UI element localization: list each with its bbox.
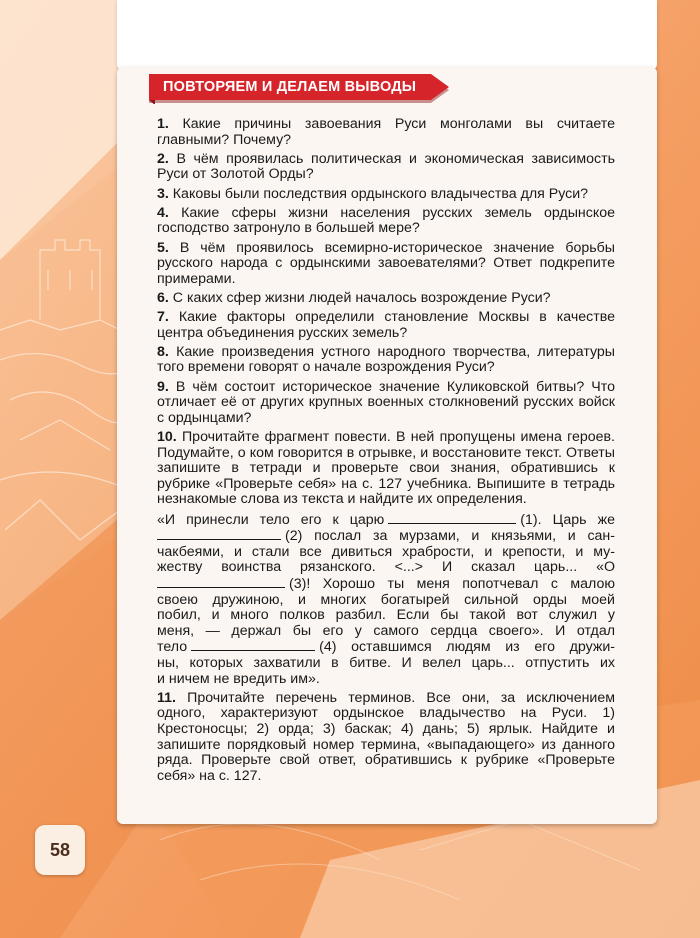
question-6: 6. С каких сфер жизни людей началось возрождение Руси? [157, 289, 551, 306]
fragment-line: меня, — держал бы его у самого сердца своего». И отдал [157, 622, 615, 639]
question-9: 9. В чём состоит историческое значение Куликовской битвы? Что отличает её от других крупных военных столкновений русских войск с ордынцами? [157, 378, 615, 426]
questions-list [157, 117, 615, 788]
question-8: 8. Какие произведения устного народного творчества, литературы того времени говорят о начале возрождения Руси? [157, 343, 615, 376]
section-title: ПОВТОРЯЕМ И ДЕЛАЕМ ВЫВОДЫ [163, 79, 417, 95]
answer-blank-3 [157, 576, 285, 588]
fragment-line: жеству воинства рязанского. <...> И сказал царь... «О [157, 559, 615, 576]
fragment-line: побил, и много полков разбил. Если бы такой вот служил у [157, 607, 615, 624]
fragment-line: своею дружиною, и многих богатырей сильной орды моей [157, 591, 615, 608]
question-5: 5. В чём проявилось всемирно-историческое значение борьбы русского народа с ордынскими завоевателями? Ответ подкрепите примерами. [157, 239, 615, 287]
previous-page-sheet [117, 0, 657, 70]
fragment-line: и ничем не вредить им». [157, 670, 320, 687]
question-4: 4. Какие сферы жизни населения русских земель ордынское господство затронуло в большей мере? [157, 204, 615, 237]
fragment-line: тело (4) оставшимся людям из его дружи- [157, 639, 615, 656]
fragment-line: «И принесли тело его к царю (1). Царь же [157, 511, 615, 528]
question-1: 1. Какие причины завоевания Руси монголами вы считаете главными? Почему? [157, 116, 615, 148]
fragment-line: (2) послал за мурзами, и князьями, и сан- [157, 528, 615, 545]
question-11: 11. Прочитайте перечень терминов. Все они, за исключением одного, характеризуют ордынское владычество на Руси. 1) Крестоносцы; 2) орда; 3) баскак; 4) дань; 5) ярлык. Найдите и запишите порядковый номер термина, «выпадающего» из данного ряда. Проверьте свой ответ, обратившись к рубрике «Проверьте себя» на с. 127. [157, 689, 615, 784]
page-number: 58 [49, 840, 71, 860]
answer-blank-1 [388, 512, 516, 524]
page-number-tab [35, 825, 85, 875]
question-10: 10. Прочитайте фрагмент повести. В ней пропущены имена героев. Подумайте, о ком говорится в отрывке, и восстановите текст. Ответы запишите в тетради и проверьте свои знания, обратившись к рубрике «Проверьте себя» на с. 127 учебника. Выпишите в тетрадь незнакомые слова из текста и найдите их определения. [157, 429, 615, 508]
fragment-line: (3)! Хорошо ты меня попотчевал с малою [157, 576, 615, 593]
fragment-line: ны, которых захватили в битве. И велел царь... отпустить их [157, 654, 615, 671]
question-2: 2. В чём проявилась политическая и экономическая зависимость Руси от Золотой Орды? [157, 150, 615, 183]
question-7: 7. Какие факторы определили становление Москвы в качестве центра объединения русских земель? [157, 309, 615, 341]
section-banner [149, 74, 449, 102]
answer-blank-2 [157, 528, 281, 540]
fragment-line: чакбеями, и стали все дивиться храбрости, и крепости, и му- [157, 543, 615, 560]
story-fragment [157, 512, 615, 688]
question-3: 3. Каковы были последствия ордынского владычества для Руси? [157, 185, 589, 202]
answer-blank-4 [191, 639, 315, 651]
